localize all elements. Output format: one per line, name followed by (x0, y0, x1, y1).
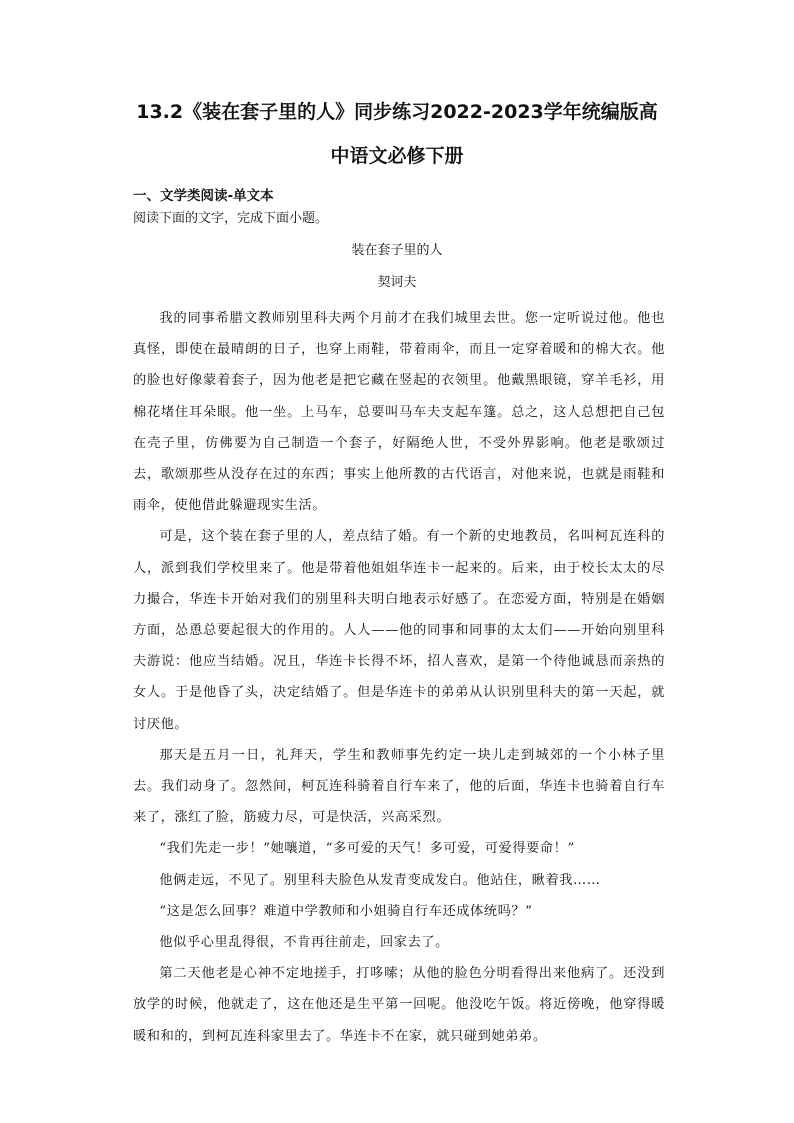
title-line-2: 中语文必修下册 (330, 145, 464, 167)
paragraph: 他似乎心里乱得很，不肯再往前走，回家去了。 (159, 935, 449, 951)
document-title (110, 90, 684, 178)
story-body (133, 303, 665, 1052)
section-heading: 一、文学类阅读-单文本 (133, 188, 274, 204)
paragraph: 第二天他老是心神不定地搓手，打哆嗦；从他的脸色分明看得出来他病了。还没到放学的时候，他就走了，这在他还是生平第一回呢。他没吃午饭。将近傍晚，他穿得暖暖和和的，到柯瓦连科家里去了。华连卡不在家，就只碰到她弟弟。 (133, 966, 665, 1044)
story-author: 契诃夫 (377, 275, 417, 290)
story-title: 装在套子里的人 (351, 243, 443, 258)
title-line-1: 13.2《装在套子里的人》同步练习2022-2023学年统编版高 (136, 101, 658, 123)
reading-instruction: 阅读下面的文字，完成下面小题。 (133, 211, 329, 226)
paragraph: “我们先走一步！”她嚷道，“多可爱的天气！多可爱，可爱得要命！” (159, 841, 575, 857)
paragraph: 可是，这个装在套子里的人，差点结了婚。有一个新的史地教员，名叫柯瓦连科的人，派到我们学校里来了。他是带着他姐姐华连卡一起来的。后来，由于校长太太的尽力撮合，华连卡开始对我们的别里科夫明白地表示好感了。在恋爱方面，特别是在婚姻方面，怂恿总要起很大的作用的。人人——他的同事和同事的太太们——开始向别里科夫游说：他应当结婚。况且，华连卡长得不坏，招人喜欢，是第一个待他诚恳而亲热的女人。于是他昏了头，决定结婚了。但是华连卡的弟弟从认识别里科夫的第一天起，就讨厌他。 (133, 529, 665, 732)
paragraph: 我的同事希腊文教师别里科夫两个月前才在我们城里去世。您一定听说过他。他也真怪，即使在最晴朗的日子，也穿上雨鞋，带着雨伞，而且一定穿着暖和的棉大衣。他的脸也好像蒙着套子，因为他老是把它藏在竖起的衣领里。他戴黑眼镜，穿羊毛衫，用棉花堵住耳朵眼。他一坐。上马车，总要叫马车夫支起车篷。总之，这人总想把自己包在壳子里，仿佛要为自己制造一个套子，好隔绝人世，不受外界影响。他老是歌颂过去，歌颂那些从没存在过的东西；事实上他所教的古代语言，对他来说，也就是雨鞋和雨伞，使他借此躲避现实生活。 (133, 311, 665, 514)
paragraph: 那天是五月一日，礼拜天，学生和教师事先约定一块儿走到城郊的一个小林子里去。我们动身了。忽然间，柯瓦连科骑着自行车来了，他的后面，华连卡也骑着自行车来了，涨红了脸，筋疲力尽，可是快活，兴高采烈。 (133, 747, 665, 826)
paragraph: “这是怎么回事？难道中学教师和小姐骑自行车还成体统吗？” (159, 903, 533, 919)
paragraph: 他俩走远，不见了。别里科夫脸色从发青变成发白。他站住，瞅着我…… (159, 872, 601, 888)
